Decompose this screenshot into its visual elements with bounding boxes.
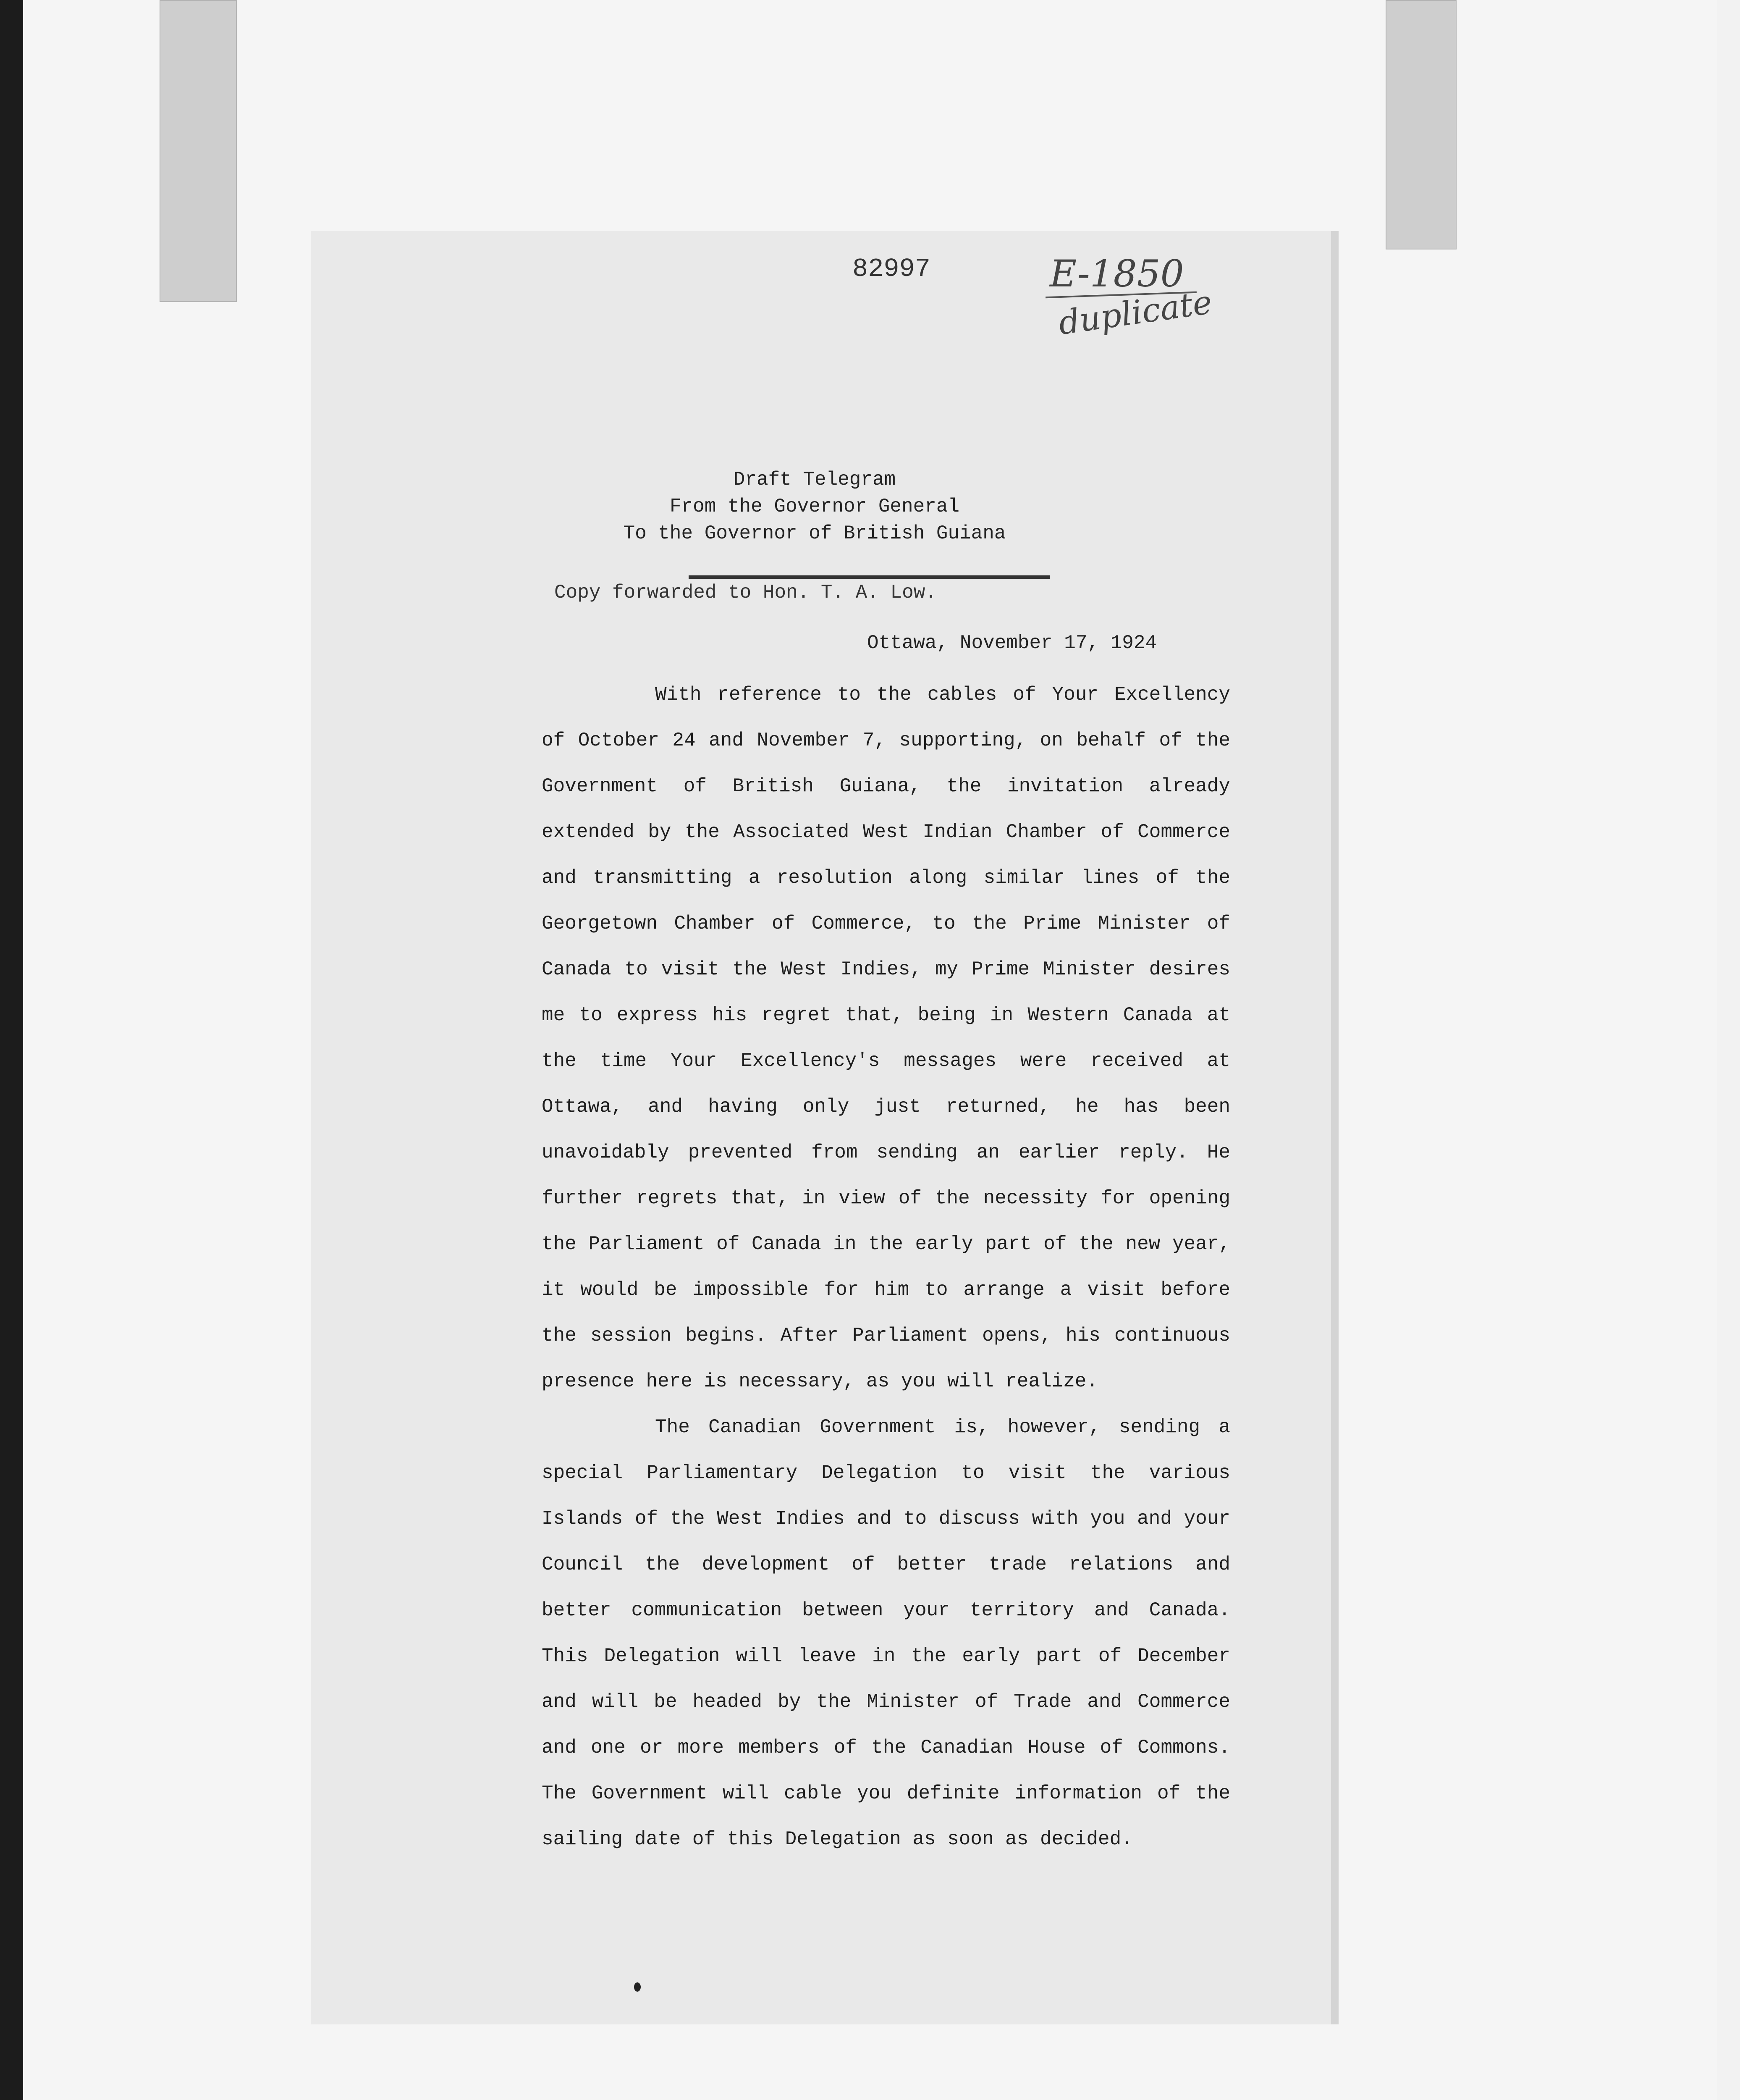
header-line: Draft Telegram <box>733 469 896 491</box>
header-line: To the Governor of British Guiana <box>623 522 1006 544</box>
tape-strip <box>160 0 237 302</box>
film-border-left <box>0 0 23 2100</box>
date-line: Ottawa, November 17, 1924 <box>867 632 1157 654</box>
header-rule <box>689 575 1050 579</box>
paragraph: With reference to the cables of Your Excellency of October 24 and November 7, supporting, on behalf of the Government of British Guiana, the invitation already extended by the Associated West Indian Chamber of Commerce and transmitting a resolution along similar lines of the Georgetown Chamber of Commerce, to the Prime Minister of Canada to visit the West Indies, my Prime Minister desires me to express his regret that, being in Western Canada at the time Your Excellency's messages were received at Ottawa, and having only just returned, he has been unavoidably prevented from sending an earlier reply. He further regrets that, in view of the necessity for opening the Parliament of Canada in the early part of the new year, it would be impossible for him to arrange a visit before the session begins. After Parliament opens, his continuous presence here is necessary, as you will realize. <box>542 684 1230 1392</box>
header-line: From the Governor General <box>669 496 960 517</box>
copy-forwarded-note: Copy forwarded to Hon. T. A. Low. <box>554 582 937 604</box>
tape-strip <box>1386 0 1457 249</box>
paragraph: The Canadian Government is, however, sending a special Parliamentary Delegation to visit the various Islands of the West Indies and to discuss with you and your Council the development of better trade relations and better communication between your territory and Canada. This Delegation will leave in the early part of December and will be headed by the Minister of Trade and Commerce and one or more members of the Canadian House of Commons. The Government will cable you definite information of the sailing date of this Delegation as soon as decided. <box>542 1416 1230 1850</box>
telegram-body <box>542 672 1230 1862</box>
document-number: 82997 <box>852 254 931 284</box>
handwritten-note: duplicate <box>1056 283 1215 343</box>
handwritten-reference: E-1850 <box>1050 252 1184 295</box>
telegram-header <box>546 466 1083 547</box>
ink-mark <box>634 1982 641 1992</box>
